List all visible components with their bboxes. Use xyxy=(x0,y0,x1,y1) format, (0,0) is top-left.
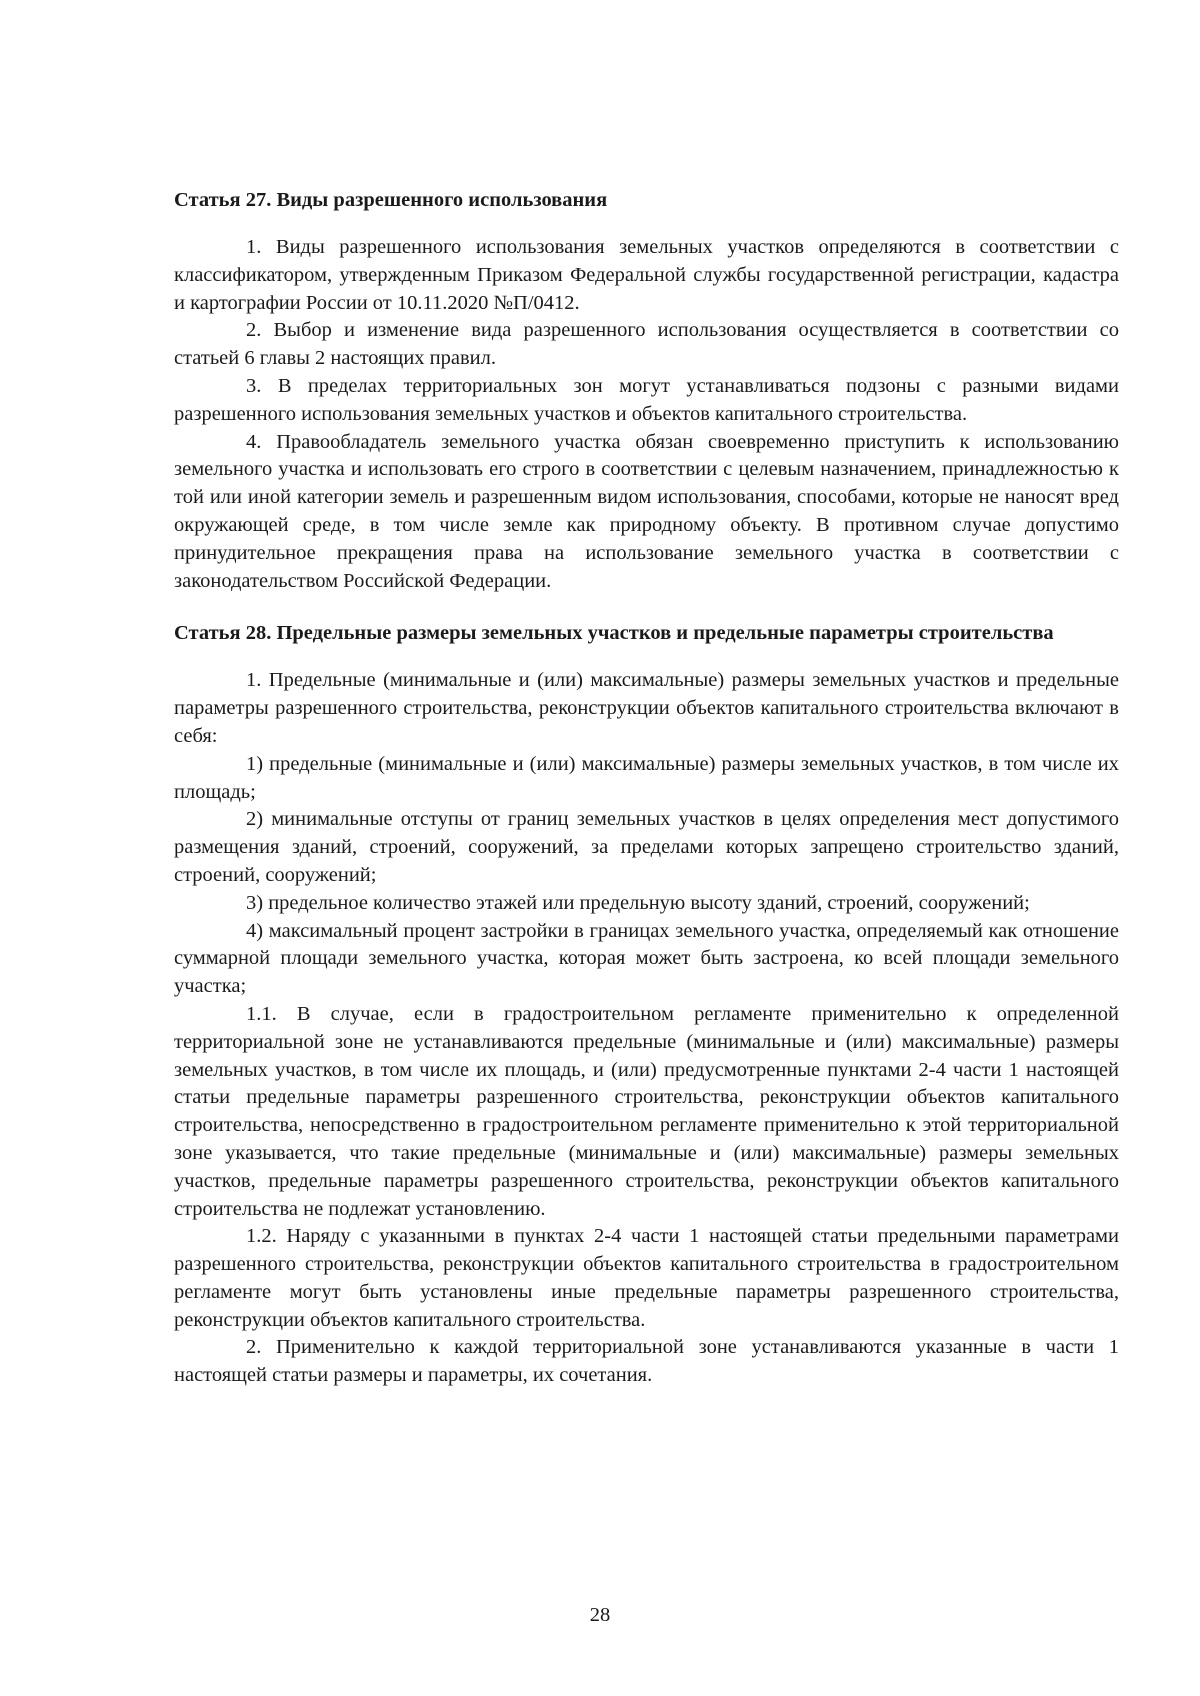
article-27-paragraph-1: 1. Виды разрешенного использования земельных участков определяются в соответствии с классификатором, утвержденным Приказом Федеральной службы государственной регистрации, кадастра и картографии России от 10.11.2020 №П/0412. xyxy=(174,236,1119,314)
document-page xyxy=(174,186,1119,1390)
article-28-item-1: 1) предельные (минимальные и (или) максимальные) размеры земельных участков, в том числе их площадь; xyxy=(174,752,1119,803)
article-28-item-4: 4) максимальный процент застройки в границах земельного участка, определяемый как отношение суммарной площади земельного участка, которая может быть застроена, ко всей площади земельного участка; xyxy=(174,919,1119,998)
article-27-body xyxy=(174,234,1119,595)
page-number: 28 xyxy=(589,1604,611,1626)
article-27-paragraph-2: 2. Выбор и изменение вида разрешенного использования осуществляется в соответствии со статьей 6 главы 2 настоящих правил. xyxy=(174,319,1119,370)
article-28-paragraph-1: 1. Предельные (минимальные и (или) максимальные) размеры земельных участков и предельные параметры разрешенного строительства, реконструкции объектов капитального строительства включают в себя: xyxy=(174,669,1119,747)
article-28-item-2: 2) минимальные отступы от границ земельных участков в целях определения мест допустимого размещения зданий, строений, сооружений, за пределами которых запрещено строительство зданий, строений, сооружений; xyxy=(174,808,1119,886)
article-28-paragraph-2: 2. Применительно к каждой территориальной зоне устанавливаются указанные в части 1 настоящей статьи размеры и параметры, их сочетания. xyxy=(174,1336,1119,1387)
article-28-heading: Статья 28. Предельные размеры земельных участков и предельные параметры строительства xyxy=(174,622,1054,645)
article-28-paragraph-1-2: 1.2. Наряду с указанными в пунктах 2-4 части 1 настоящей статьи предельными параметрами разрешенного строительства, реконструкции объектов капитального строительства в градостроительном регламенте могут быть установлены иные предельные параметры разрешенного строительства, реконструкции объектов капитального строительства. xyxy=(174,1225,1119,1331)
article-27-paragraph-3: 3. В пределах территориальных зон могут устанавливаться подзоны с разными видами разрешенного использования земельных участков и объектов капитального строительства. xyxy=(174,374,1119,425)
article-28-paragraph-1-1: 1.1. В случае, если в градостроительном регламенте применительно к определенной территориальной зоне не устанавливаются предельные (минимальные и (или) максимальные) размеры земельных участков, в том числе их площадь, и (или) предусмотренные пунктами 2-4 части 1 настоящей статьи предельные параметры разрешенного строительства, реконструкции объектов капитального строительства, непосредственно в градостроительном регламенте применительно к этой территориальной зоне указывается, что такие предельные (минимальные и (или) максимальные) размеры земельных участков, предельные параметры разрешенного строительства, реконструкции объектов капитального строительства не подлежат установлению. xyxy=(174,1002,1119,1220)
article-27-heading: Статья 27. Виды разрешенного использования xyxy=(174,189,608,211)
article-28-item-3: 3) предельное количество этажей или предельную высоту зданий, строений, сооружений; xyxy=(246,891,1030,914)
article-28-body xyxy=(174,667,1119,1390)
article-27-paragraph-4: 4. Правообладатель земельного участка обязан своевременно приступить к использованию земельного участка и использовать его строго в соответствии с целевым назначением, принадлежностью к той или иной категории земель и разрешенным видом использования, способами, которые не наносят вред окружающей среде, в том числе земле как природному объекту. В противном случае допустимо принудительное прекращения права на использование земельного участка в соответствии с законодательством Российской Федерации. xyxy=(174,430,1119,592)
